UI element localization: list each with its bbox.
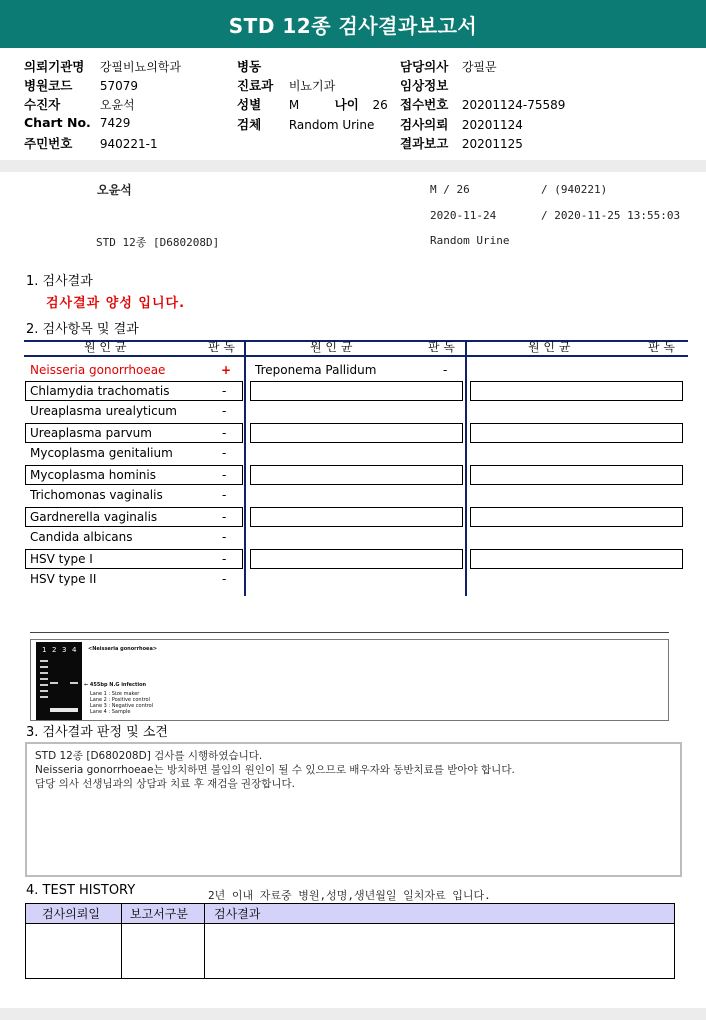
result-row-mycoplasma-genitalium xyxy=(25,444,243,464)
result-value: - xyxy=(222,468,227,482)
clinical-row xyxy=(400,76,458,94)
institution-value: 강필비뇨의학과 xyxy=(99,60,181,74)
result-row-ureaplasma-urealyticum xyxy=(25,402,243,422)
result-row-hsv2 xyxy=(25,570,243,590)
report-label: 결과보고 xyxy=(400,136,449,151)
request-label: 검사의뢰 xyxy=(400,117,449,132)
sample-band xyxy=(70,682,78,684)
result-value: - xyxy=(222,530,227,544)
gel-title: <Neisseria gonorrhoea> xyxy=(88,646,158,652)
empty-row-box xyxy=(470,507,683,527)
empty-row-box xyxy=(250,423,463,443)
patient-name: 오윤석 xyxy=(97,183,132,197)
result-value: - xyxy=(222,488,227,502)
history-note: 2년 이내 자료중 병원,성명,생년월일 일치자료 입니다. xyxy=(208,889,491,902)
institution-row xyxy=(24,57,181,75)
section2-title: 2. 검사항목 및 결과 xyxy=(26,322,139,337)
doctor-value: 강필문 xyxy=(461,60,497,74)
header-divider-strip xyxy=(0,160,706,172)
specimen-value: Random Urine xyxy=(288,118,375,132)
result-value: - xyxy=(222,446,227,460)
organism-name: Mycoplasma genitalium xyxy=(30,446,173,460)
history-col-divider xyxy=(204,904,205,978)
col1-result-header: 판 독 xyxy=(208,340,235,354)
sex-age-row xyxy=(237,95,388,113)
empty-row-box xyxy=(250,465,463,485)
ward-label: 병동 xyxy=(237,59,262,74)
dept-value: 비뇨기과 xyxy=(288,79,336,93)
result-row-ureaplasma-parvum xyxy=(25,423,243,443)
institution-label: 의뢰기관명 xyxy=(24,59,85,74)
chart-row xyxy=(24,115,130,130)
patient-row xyxy=(24,95,135,113)
ladder-band xyxy=(40,684,48,686)
ward-row xyxy=(237,57,289,75)
patient-sex-age: M / 26 xyxy=(430,183,470,196)
organism-name: Candida albicans xyxy=(30,530,133,544)
patient-label: 수진자 xyxy=(24,97,61,112)
organism-name: HSV type II xyxy=(30,572,97,586)
col2-result-header: 판 독 xyxy=(428,340,455,354)
lane-label: 4 xyxy=(72,646,77,654)
rrn-label: 주민번호 xyxy=(24,136,73,151)
age-value: 26 xyxy=(372,98,388,112)
ladder-band xyxy=(40,660,48,662)
lane-label: 1 xyxy=(42,646,47,654)
result-row-chlamydia xyxy=(25,381,243,401)
hospital-code-label: 병원코드 xyxy=(24,78,73,93)
gel-divider xyxy=(30,632,669,633)
organism-name: Ureaplasma urealyticum xyxy=(30,404,177,418)
empty-row-box xyxy=(250,507,463,527)
result-row-treponema xyxy=(250,361,462,381)
history-col-report-type: 보고서구분 xyxy=(130,907,188,921)
dept-label: 진료과 xyxy=(237,78,274,93)
result-row-trichomonas xyxy=(25,486,243,506)
gel-legend-2: Lane 2 : Positive control xyxy=(90,697,150,703)
specimen-type: Random Urine xyxy=(430,234,510,247)
sex-label: 성별 xyxy=(237,97,262,112)
report-row xyxy=(400,134,523,152)
lane-label: 3 xyxy=(62,646,67,654)
findings-comment-box xyxy=(25,742,682,877)
receipt-value: 20201124-75589 xyxy=(461,98,566,112)
request-row xyxy=(400,115,523,133)
chart-value: 7429 xyxy=(99,116,131,130)
hospital-code-row xyxy=(24,76,138,94)
organism-name: Neisseria gonorrhoeae xyxy=(30,363,166,377)
primer-band xyxy=(50,708,78,712)
organism-name: Treponema Pallidum xyxy=(255,363,377,377)
doctor-row xyxy=(400,57,497,75)
empty-row-box xyxy=(250,549,463,569)
section1-title: 1. 검사결과 xyxy=(26,274,93,289)
age-label: 나이 xyxy=(334,97,359,112)
result-value: + xyxy=(221,363,232,377)
ladder-band xyxy=(40,678,48,680)
patient-value: 오윤석 xyxy=(99,98,135,112)
receipt-row xyxy=(400,95,565,113)
gel-legend-1: Lane 1 : Size maker xyxy=(90,691,140,697)
comment-line-3: 담당 의사 선생님과의 상담과 치료 후 재검을 권장합니다. xyxy=(35,778,295,790)
section3-title: 3. 검사결과 판정 및 소견 xyxy=(26,725,168,740)
column-divider-1 xyxy=(244,340,246,596)
report-value: 20201125 xyxy=(461,137,523,151)
col3-organism-header: 원 인 균 xyxy=(528,340,571,354)
comment-line-1: STD 12종 [D680208D] 검사를 시행하였습니다. xyxy=(35,750,263,762)
organism-name: Mycoplasma hominis xyxy=(30,468,156,482)
organism-name: Chlamydia trachomatis xyxy=(30,384,170,398)
sex-value: M xyxy=(288,98,300,112)
chart-label: Chart No. xyxy=(24,115,91,130)
ladder-band xyxy=(40,666,48,668)
history-col-result: 검사결과 xyxy=(214,907,261,921)
organism-name: HSV type I xyxy=(30,552,93,566)
footer-strip xyxy=(0,1008,706,1020)
request-date: 2020-11-24 xyxy=(430,209,497,222)
request-value: 20201124 xyxy=(461,118,523,132)
rrn-row xyxy=(24,134,158,152)
col3-result-header: 판 독 xyxy=(648,340,675,354)
specimen-row xyxy=(237,115,374,133)
ladder-band xyxy=(40,672,48,674)
report-title: STD 12종 검사결과보고서 xyxy=(0,0,706,48)
result-value: - xyxy=(222,572,227,586)
organism-name: Trichomonas vaginalis xyxy=(30,488,163,502)
gel-electrophoresis-image xyxy=(36,642,82,720)
section4-title: 4. TEST HISTORY xyxy=(26,883,136,898)
result-row-gardnerella xyxy=(25,507,243,527)
gel-legend-4: Lane 4 : Sample xyxy=(90,709,131,715)
result-row-candida xyxy=(25,528,243,548)
ladder-band xyxy=(40,696,48,698)
organism-name: Ureaplasma parvum xyxy=(30,426,152,440)
receipt-label: 접수번호 xyxy=(400,97,449,112)
result-value: - xyxy=(222,404,227,418)
doctor-label: 담당의사 xyxy=(400,59,449,74)
result-row-hsv1 xyxy=(25,549,243,569)
result-row-mycoplasma-hominis xyxy=(25,465,243,485)
report-header xyxy=(0,48,706,158)
test-history-table xyxy=(25,903,675,979)
gel-band-label: ← 455bp N.G infection xyxy=(84,682,147,688)
history-col-divider xyxy=(121,904,122,978)
patient-dob: / (940221) xyxy=(541,183,608,196)
history-col-request-date: 검사의뢰일 xyxy=(42,907,100,921)
clinical-label: 임상정보 xyxy=(400,78,449,93)
organism-name: Gardnerella vaginalis xyxy=(30,510,158,524)
empty-row-box xyxy=(470,465,683,485)
ladder-band xyxy=(40,690,48,692)
positive-result-message: 검사결과 양성 입니다. xyxy=(46,296,186,311)
hospital-code-value: 57079 xyxy=(99,79,139,93)
empty-row-box xyxy=(470,549,683,569)
empty-row-box xyxy=(250,381,463,401)
result-value: - xyxy=(222,384,227,398)
result-value: - xyxy=(222,552,227,566)
col2-organism-header: 원 인 균 xyxy=(310,340,353,354)
lane-label: 2 xyxy=(52,646,57,654)
col1-organism-header: 원 인 균 xyxy=(84,340,127,354)
result-value: - xyxy=(222,426,227,440)
comment-line-2: Neisseria gonorrhoeae는 방치하면 불임의 원인이 될 수 있으므로 배우자와 동반치료를 받아야 합니다. xyxy=(35,764,515,776)
report-datetime: / 2020-11-25 13:55:03 xyxy=(541,209,681,222)
dept-row xyxy=(237,76,335,94)
rrn-value: 940221-1 xyxy=(99,137,158,151)
positive-band xyxy=(50,682,58,684)
history-table-header xyxy=(26,904,674,924)
result-value: - xyxy=(443,363,448,377)
column-divider-2 xyxy=(465,340,467,596)
gel-legend-3: Lane 3 : Negative control xyxy=(90,703,154,709)
empty-row-box xyxy=(470,423,683,443)
specimen-label: 검체 xyxy=(237,117,262,132)
test-code: STD 12종 [D680208D] xyxy=(96,236,220,249)
empty-row-box xyxy=(470,381,683,401)
result-value: - xyxy=(222,510,227,524)
result-row-neisseria xyxy=(25,361,243,381)
